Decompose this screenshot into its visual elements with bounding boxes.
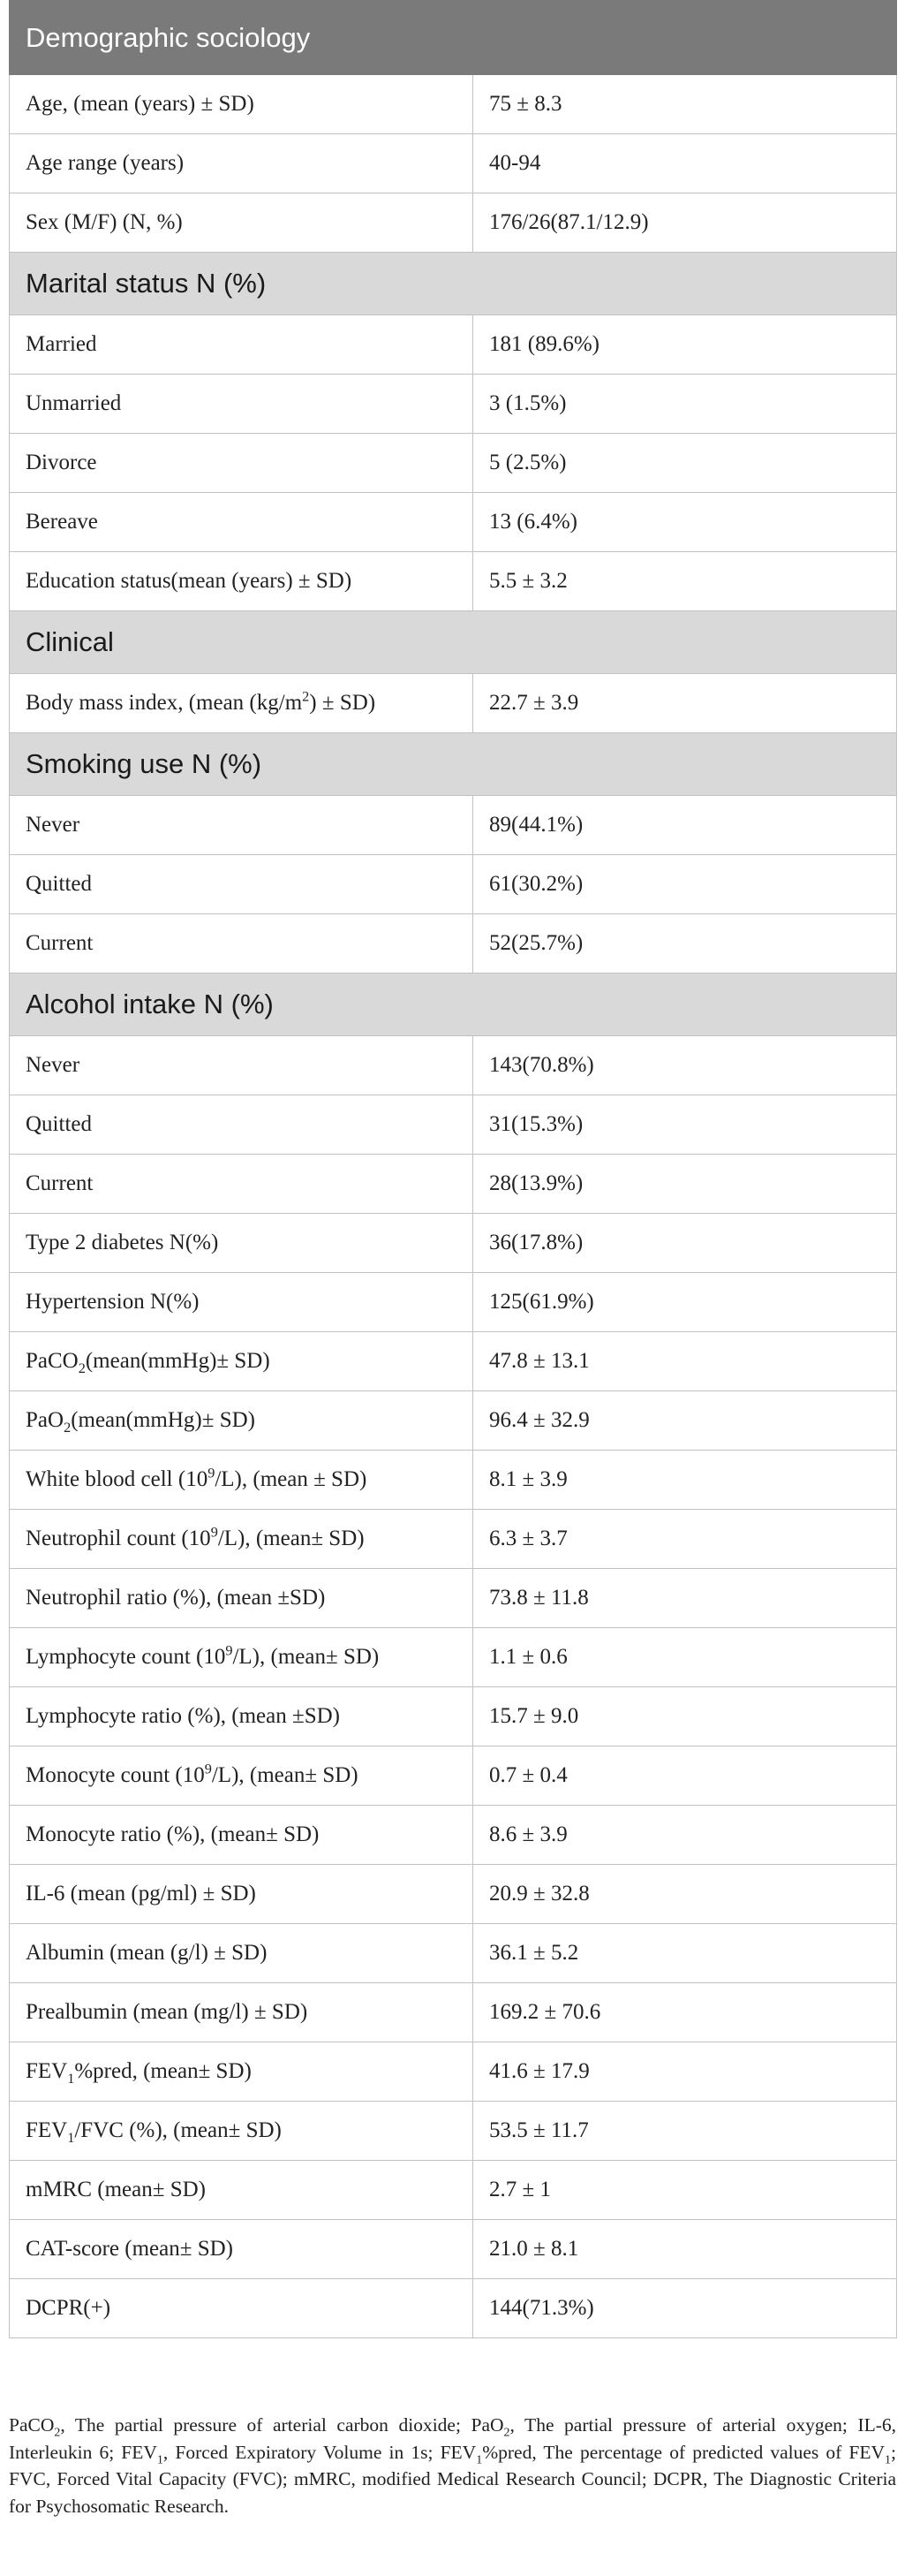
row-value: 144(71.3%) — [473, 2279, 897, 2338]
footnote-sub: 1 — [476, 2452, 483, 2466]
label-text: Prealbumin (mean (mg/l) ± SD) — [26, 1999, 308, 2024]
label-text: %pred, (mean± SD) — [74, 2058, 252, 2083]
label-text: Albumin (mean (g/l) ± SD) — [26, 1940, 268, 1965]
row-label: Sex (M/F) (N, %) — [10, 193, 473, 253]
label-text: Monocyte ratio (%), (mean± SD) — [26, 1822, 320, 1846]
row-label: Bereave — [10, 493, 473, 552]
label-text: /L), (mean ± SD) — [215, 1466, 367, 1491]
label-text: FEV — [26, 2118, 68, 2142]
table-row — [10, 1451, 897, 1510]
row-label — [10, 1865, 473, 1924]
row-value: 8.1 ± 3.9 — [473, 1451, 897, 1510]
row-value: 1.1 ± 0.6 — [473, 1628, 897, 1687]
row-label — [10, 1687, 473, 1746]
table-title-row — [10, 1, 897, 75]
row-label: Unmarried — [10, 375, 473, 434]
row-label — [10, 1273, 473, 1332]
label-sub: 2 — [78, 1360, 86, 1376]
table-row — [10, 375, 897, 434]
table-row — [10, 193, 897, 253]
row-label — [10, 2279, 473, 2338]
label-text: (mean(mmHg)± SD) — [71, 1407, 256, 1432]
label-text: CAT-score (mean± SD) — [26, 2236, 233, 2261]
footnote-text: , The partial pressure of arterial oxygen; IL-6, Interleukin 6; FEV — [9, 2414, 896, 2463]
row-value: 53.5 ± 11.7 — [473, 2102, 897, 2161]
table-row — [10, 914, 897, 974]
row-label — [10, 1451, 473, 1510]
row-value: 8.6 ± 3.9 — [473, 1806, 897, 1865]
row-value: 73.8 ± 11.8 — [473, 1569, 897, 1628]
row-value: 13 (6.4%) — [473, 493, 897, 552]
row-label: Age, (mean (years) ± SD) — [10, 75, 473, 134]
row-value: 36(17.8%) — [473, 1214, 897, 1273]
label-text: Type 2 diabetes N(%) — [26, 1230, 219, 1254]
row-value: 3 (1.5%) — [473, 375, 897, 434]
footnote-sub: 1 — [156, 2452, 163, 2466]
row-value: 22.7 ± 3.9 — [473, 674, 897, 733]
footnote-text: , Forced Expiratory Volume in 1s; FEV — [162, 2441, 477, 2463]
table-row — [10, 1095, 897, 1155]
table-row — [10, 1806, 897, 1865]
label-text: PaO — [26, 1407, 64, 1432]
table-row — [10, 434, 897, 493]
table-row — [10, 1746, 897, 1806]
section-header-alcohol — [10, 974, 897, 1036]
row-value: 28(13.9%) — [473, 1155, 897, 1214]
table-row — [10, 855, 897, 914]
section-title: Alcohol intake N (%) — [10, 974, 897, 1036]
row-value: 89(44.1%) — [473, 796, 897, 855]
table-row — [10, 1510, 897, 1569]
row-label: Divorce — [10, 434, 473, 493]
table-row — [10, 674, 897, 733]
row-label — [10, 1628, 473, 1687]
table-row — [10, 1924, 897, 1983]
label-sup: 9 — [207, 1465, 215, 1481]
table-row — [10, 1628, 897, 1687]
row-label — [10, 1391, 473, 1451]
label-text: /L), (mean± SD) — [232, 1644, 380, 1669]
label-text: ) ± SD) — [309, 690, 376, 715]
row-value: 169.2 ± 70.6 — [473, 1983, 897, 2042]
row-value: 15.7 ± 9.0 — [473, 1687, 897, 1746]
label-sup: 9 — [225, 1642, 233, 1659]
footnote-text: , The partial pressure of arterial carbon dioxide; PaO — [60, 2414, 504, 2436]
row-value: 52(25.7%) — [473, 914, 897, 974]
label-text: Body mass index, (mean (kg/m — [26, 690, 303, 715]
row-label — [10, 1332, 473, 1391]
row-value: 20.9 ± 32.8 — [473, 1865, 897, 1924]
label-text: /L), (mean± SD) — [217, 1526, 365, 1550]
label-sub: 1 — [67, 2129, 75, 2146]
row-label — [10, 1983, 473, 2042]
row-value: 143(70.8%) — [473, 1036, 897, 1095]
row-label: Quitted — [10, 855, 473, 914]
table-row — [10, 2102, 897, 2161]
section-title: Marital status N (%) — [10, 253, 897, 315]
table-row — [10, 796, 897, 855]
section-title: Smoking use N (%) — [10, 733, 897, 796]
row-label: Quitted — [10, 1095, 473, 1155]
row-value: 6.3 ± 3.7 — [473, 1510, 897, 1569]
label-text: Neutrophil count (10 — [26, 1526, 211, 1550]
row-value: 61(30.2%) — [473, 855, 897, 914]
row-value: 21.0 ± 8.1 — [473, 2220, 897, 2279]
label-text: mMRC (mean± SD) — [26, 2177, 206, 2201]
row-label — [10, 2161, 473, 2220]
row-value: 181 (89.6%) — [473, 315, 897, 375]
table-row — [10, 1865, 897, 1924]
footnote-text: ; FVC, Forced Vital Capacity (FVC); mMRC, modified Medical Research Council; DCPR, The Diagnostic Criteria for Psychosomatic Research. — [9, 2441, 897, 2517]
table-row — [10, 2161, 897, 2220]
table-row — [10, 1273, 897, 1332]
row-label: Age range (years) — [10, 134, 473, 193]
row-label — [10, 2042, 473, 2102]
label-sup: 2 — [302, 688, 310, 705]
table-row — [10, 1036, 897, 1095]
row-value: 47.8 ± 13.1 — [473, 1332, 897, 1391]
label-text: White blood cell (10 — [26, 1466, 208, 1491]
label-sub: 1 — [67, 2070, 75, 2087]
row-label — [10, 1214, 473, 1273]
footnote-sub: 2 — [54, 2426, 61, 2440]
label-text: PaCO — [26, 1348, 79, 1373]
section-header-clinical — [10, 611, 897, 674]
table-row — [10, 1332, 897, 1391]
row-value: 0.7 ± 0.4 — [473, 1746, 897, 1806]
row-value: 75 ± 8.3 — [473, 75, 897, 134]
label-sup: 9 — [210, 1524, 218, 1541]
label-text: IL-6 (mean (pg/ml) ± SD) — [26, 1881, 256, 1905]
table-row — [10, 1214, 897, 1273]
row-label — [10, 2220, 473, 2279]
section-title: Clinical — [10, 611, 897, 674]
row-value: 41.6 ± 17.9 — [473, 2042, 897, 2102]
footnote-text: %pred, The percentage of predicted values of FEV — [482, 2441, 886, 2463]
label-text: Neutrophil ratio (%), (mean ±SD) — [26, 1585, 326, 1610]
row-label — [10, 2102, 473, 2161]
row-value: 40-94 — [473, 134, 897, 193]
table-title: Demographic sociology — [10, 1, 897, 75]
table-row — [10, 1155, 897, 1214]
label-text: /FVC (%), (mean± SD) — [74, 2118, 282, 2142]
table-row — [10, 134, 897, 193]
footnote-text: PaCO — [9, 2414, 55, 2436]
label-text: (mean(mmHg)± SD) — [85, 1348, 270, 1373]
table-row — [10, 552, 897, 611]
label-text: Lymphocyte ratio (%), (mean ±SD) — [26, 1703, 340, 1728]
table-row — [10, 2220, 897, 2279]
row-value: 5 (2.5%) — [473, 434, 897, 493]
row-value: 36.1 ± 5.2 — [473, 1924, 897, 1983]
footnote-sub: 2 — [503, 2426, 510, 2440]
row-label — [10, 1806, 473, 1865]
table-row — [10, 75, 897, 134]
row-label: Never — [10, 796, 473, 855]
demographics-table — [9, 0, 897, 2338]
table-row — [10, 315, 897, 375]
row-label: Current — [10, 1155, 473, 1214]
row-label: Current — [10, 914, 473, 974]
table-row — [10, 1569, 897, 1628]
label-text: /L), (mean± SD) — [211, 1762, 358, 1787]
row-value: 5.5 ± 3.2 — [473, 552, 897, 611]
label-text: FEV — [26, 2058, 68, 2083]
row-value: 31(15.3%) — [473, 1095, 897, 1155]
section-header-marital — [10, 253, 897, 315]
row-value: 2.7 ± 1 — [473, 2161, 897, 2220]
label-sup: 9 — [204, 1761, 212, 1777]
row-label — [10, 674, 473, 733]
row-label: Married — [10, 315, 473, 375]
row-value: 96.4 ± 32.9 — [473, 1391, 897, 1451]
row-label: Education status(mean (years) ± SD) — [10, 552, 473, 611]
row-label — [10, 1569, 473, 1628]
table-footnote — [9, 2412, 896, 2519]
row-label: Never — [10, 1036, 473, 1095]
row-value: 125(61.9%) — [473, 1273, 897, 1332]
table-row — [10, 2279, 897, 2338]
table-row — [10, 1983, 897, 2042]
footnote-sub: 1 — [885, 2452, 892, 2466]
label-text: Lymphocyte count (10 — [26, 1644, 226, 1669]
table-row — [10, 493, 897, 552]
section-header-smoking — [10, 733, 897, 796]
label-text: Hypertension N(%) — [26, 1289, 200, 1314]
label-text: Monocyte count (10 — [26, 1762, 205, 1787]
row-label — [10, 1510, 473, 1569]
label-sub: 2 — [64, 1419, 72, 1436]
table-row — [10, 1391, 897, 1451]
table-row — [10, 2042, 897, 2102]
table-row — [10, 1687, 897, 1746]
row-value: 176/26(87.1/12.9) — [473, 193, 897, 253]
row-label — [10, 1746, 473, 1806]
label-text: DCPR(+) — [26, 2295, 111, 2320]
row-label — [10, 1924, 473, 1983]
